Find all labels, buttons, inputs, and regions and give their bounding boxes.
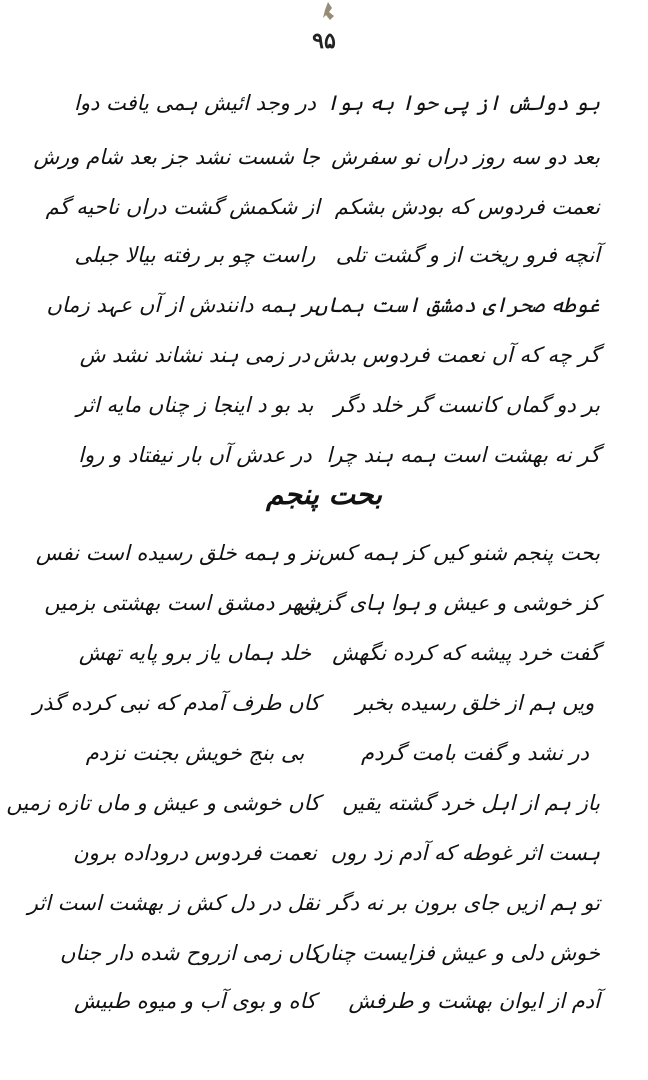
- section-heading: بحت پنجم: [265, 478, 383, 511]
- verse-left: راست چو بر رفته بیالا جبلی: [74, 243, 316, 267]
- verse-right: تو ہم ازیں جای برون بر نه دگر: [328, 891, 600, 915]
- verse-right: نعمت فردوس که بودش بشکم: [334, 195, 600, 219]
- couplet: [70, 86, 600, 120]
- couplet: [70, 338, 600, 372]
- verse-left: بر ہمه دانندش از آں عہد زماں: [46, 293, 320, 317]
- verse-left: کاں خوشی و عیش و ماں تازه زمیں: [6, 791, 320, 815]
- verse-left: بی بنج خویش بجنت نزدم: [85, 741, 305, 765]
- verse-left: در عدش آں بار نیفتاد و روا: [78, 443, 312, 467]
- verse-left: در وجد ائیش ہمی یافت دوا: [74, 91, 316, 115]
- verse-right: غوطه صحرای دمشق است ہماں: [314, 293, 600, 317]
- couplet: [6, 786, 600, 820]
- couplet: [44, 586, 600, 620]
- couplet: [45, 190, 600, 224]
- verse-left: جا شست نشد جز بعد شام ورش: [33, 145, 320, 169]
- verse-left: از شکمش گشت دراں ناحیه گم: [45, 195, 320, 219]
- couplet: [46, 288, 600, 322]
- couplet: [60, 936, 600, 970]
- verse-left: در زمی ہند نشاند نشد ش: [79, 343, 311, 367]
- verse-right: کز خوشی و عیش و ہوا ہای گزیں: [299, 591, 600, 615]
- page-number: ۹۵: [312, 28, 336, 54]
- verse-right: آدم از ایوان بهشت و طرفش: [348, 989, 600, 1013]
- couplet: [70, 736, 600, 770]
- verse-left: کاں طرف آمدم که نبی کرده گذر: [32, 691, 320, 715]
- verse-right: گفت خرد پیشه که کرده نگهش: [332, 641, 600, 665]
- couplet: [33, 140, 600, 174]
- verse-left: نعمت فردوس دروداده برون: [73, 841, 317, 865]
- verse-right: ہست اثر غوطه که آدم زد روں: [330, 841, 600, 865]
- couplet: [27, 886, 600, 920]
- verse-right: گر نه بهشت است ہمه ہند چرا: [326, 443, 600, 467]
- couplet: [70, 388, 600, 422]
- verse-left: شهر دمشق است بهشتی بزمیں: [44, 591, 320, 615]
- verse-left: نز و ہمه خلق رسیده است نفس: [35, 541, 320, 565]
- verse-right: آنچه فرو ریخت از و گشت تلی: [335, 243, 600, 267]
- verse-left: خلد ہماں یاز برو پایه تهش: [78, 641, 312, 665]
- couplet: [35, 536, 600, 570]
- couplet: [70, 238, 600, 272]
- verse-right: ویں ہم از خلق رسیده بخبر: [355, 691, 595, 715]
- verse-right: بو دولش از پی حوا به ہوا: [326, 91, 600, 115]
- verse-right: گر چه که آں نعمت فردوس بدش: [313, 343, 600, 367]
- ink-stain-icon: [310, 0, 350, 30]
- verse-right: بعد دو سه روز دراں نو سفرش: [331, 145, 600, 169]
- couplet: [70, 438, 600, 472]
- couplet: [70, 636, 600, 670]
- verse-right: در نشد و گفت بامت گردم: [361, 741, 589, 765]
- verse-left: کاں زمی ازروح شده دار جناں: [60, 941, 320, 965]
- verse-right: بر دو گماں کانست گر خلد دگر: [333, 393, 600, 417]
- verse-right: باز ہم از اہل خرد گشته یقیں: [342, 791, 600, 815]
- verse-right: خوش دلی و عیش فزایست چناں: [314, 941, 600, 965]
- couplet: [32, 686, 600, 720]
- verse-left: نقل در دل کش ز بهشت است اثر: [27, 891, 320, 915]
- verse-left: کاه و بوی آب و میوه طبیش: [73, 989, 317, 1013]
- verse-right: بحت پنجم شنو کیں کز ہمه کس: [319, 541, 600, 565]
- verse-left: بد بو د اینجا ز چناں مایه اثر: [76, 393, 314, 417]
- couplet: [70, 984, 600, 1018]
- couplet: [70, 836, 600, 870]
